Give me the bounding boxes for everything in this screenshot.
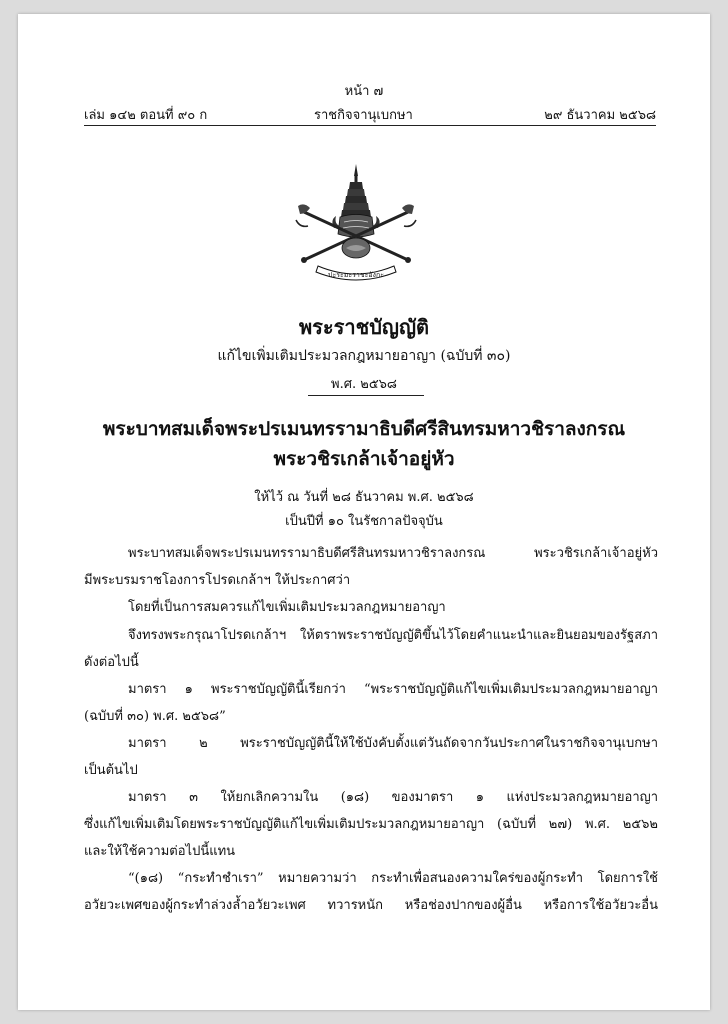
act-subtitle: แก้ไขเพิ่มเติมประมวลกฎหมายอาญา (ฉบับที่ ๓๐) [217, 348, 511, 364]
emblem-seal-text: ปะระมะราชะอังกะ [328, 271, 384, 279]
section-2-line: เป็นต้นไป [84, 763, 138, 778]
gazette-page [18, 14, 710, 1010]
title-divider [308, 395, 424, 396]
reign-year: เป็นปีที่ ๑๐ ในรัชกาลปัจจุบัน [285, 514, 443, 529]
given-date: ให้ไว้ ณ วันที่ ๒๘ ธันวาคม พ.ศ. ๒๕๖๘ [254, 490, 474, 505]
act-year: พ.ศ. ๒๕๖๘ [331, 377, 397, 392]
definition-line: อวัยวะเพศของผู้กระทำล่วงล้ำอวัยวะเพศ ทวารหนัก หรือช่องปากของผู้อื่น หรือการใช้อวัยวะอื่น [84, 898, 658, 913]
king-name-line-2: พระวชิรเกล้าเจ้าอยู่หัว [273, 448, 455, 470]
section-1-line: มาตรา ๑ พระราชบัญญัตินี้เรียกว่า “พระราชบัญญัติแก้ไขเพิ่มเติมประมวลกฎหมายอาญา [128, 682, 658, 697]
body-line: พระบาทสมเด็จพระปรเมนทรรามาธิบดีศรีสินทรมหาวชิราลงกรณ พระวชิรเกล้าเจ้าอยู่หัว [128, 546, 658, 561]
publication-date: ๒๙ ธันวาคม ๒๕๖๘ [544, 108, 656, 123]
definition-line: “(๑๘) “กระทำชำเรา” หมายความว่า กระทำเพื่อสนองความใคร่ของผู้กระทำ โดยการใช้ [128, 871, 658, 886]
body-line: ดังต่อไปนี้ [84, 655, 139, 670]
act-title: พระราชบัญญัติ [299, 315, 429, 339]
gazette-name: ราชกิจจานุเบกษา [314, 108, 413, 123]
volume-issue: เล่ม ๑๔๒ ตอนที่ ๙๐ ก [84, 108, 208, 123]
royal-emblem-icon [290, 162, 422, 284]
king-name-line-1: พระบาทสมเด็จพระปรเมนทรรามาธิบดีศรีสินทรมหาวชิราลงกรณ [102, 418, 626, 440]
section-2-line: มาตรา ๒ พระราชบัญญัตินี้ให้ใช้บังคับตั้งแต่วันถัดจากวันประกาศในราชกิจจานุเบกษา [128, 736, 658, 751]
body-line: มีพระบรมราชโองการโปรดเกล้าฯ ให้ประกาศว่า [84, 573, 351, 588]
page-number: หน้า ๗ [344, 84, 384, 99]
section-1-line: (ฉบับที่ ๓๐) พ.ศ. ๒๕๖๘” [84, 709, 226, 724]
gazette-header [84, 104, 656, 124]
section-3-line: และให้ใช้ความต่อไปนี้แทน [84, 844, 236, 859]
body-line: โดยที่เป็นการสมควรแก้ไขเพิ่มเติมประมวลกฎหมายอาญา [128, 600, 446, 615]
section-3-line: ซึ่งแก้ไขเพิ่มเติมโดยพระราชบัญญัติแก้ไขเพิ่มเติมประมวลกฎหมายอาญา (ฉบับที่ ๒๗) พ.ศ. ๒๕๖๒ [84, 817, 658, 832]
header-divider [84, 125, 656, 126]
section-3-line: มาตรา ๓ ให้ยกเลิกความใน (๑๘) ของมาตรา ๑ แห่งประมวลกฎหมายอาญา [128, 790, 658, 805]
body-line: จึงทรงพระกรุณาโปรดเกล้าฯ ให้ตราพระราชบัญญัติขึ้นไว้โดยคำแนะนำและยินยอมของรัฐสภา [128, 628, 658, 643]
